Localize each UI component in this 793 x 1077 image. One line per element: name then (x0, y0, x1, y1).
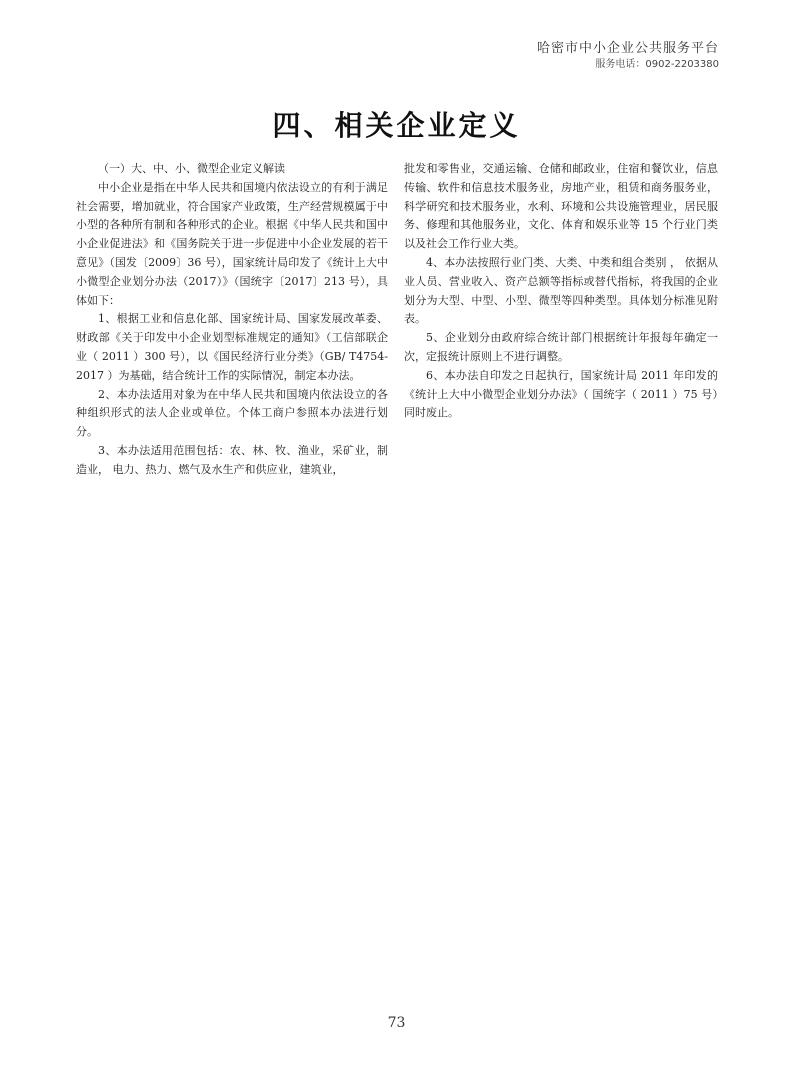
section-heading: （一）大、中、小、微型企业定义解读 (98, 162, 285, 175)
paragraph: 2、本办法适用对象为在中华人民共和国境内依法设立的各种组织形式的法人企业或单位。个体工商户参照本办法进行划分。 (76, 387, 388, 439)
header-org-name: 哈密市中小企业公共服务平台 (536, 41, 719, 56)
paragraph: 6、本办法自印发之日起执行，国家统计局 2011 年印发的《统计上大中小微型企业划分办法》（ 国统字（ 2011 ）75 号）同时废止。 (404, 368, 718, 420)
page-header (537, 40, 719, 72)
paragraph: 3、本办法适用范围包括：农、林、牧、渔业，采矿业，制造业， 电力、热力、燃气及水生产和供应业，建筑业， (76, 443, 388, 476)
paragraph: 中小企业是指在中华人民共和国境内依法设立的有利于满足社会需要，增加就业，符合国家产业政策，生产经营规模属于中小型的各种所有制和各种形式的企业。根据《中华人民共和国中小企业促进法》和《国务院关于进一步促进中小企业发展的若干意见》（国发〔2009〕36 号），国家统计局印发了《统计上大中小微型企业划分办法（2017）》（国统字〔2017〕213 号），具体如下： (76, 180, 388, 307)
left-column (76, 160, 388, 480)
paragraph: 4、本办法按照行业门类、大类、中类和组合类别 ， 依据从业人员、营业收入、资产总额等指标或替代指标，将我国的企业划分为大型、中型、小型、微型等四种类型。具体划分标准见附表。 (404, 255, 718, 326)
header-phone: 服务电话：0902-2203380 (595, 59, 719, 70)
paragraph-continuation: 批发和零售业，交通运输、仓储和邮政业，住宿和餐饮业，信息传输、软件和信息技术服务业，房地产业，租赁和商务服务业，科学研究和技术服务业，水利、环境和公共设施管理业，居民服务、修理和其他服务业，文化、体育和娱乐业等 15 个行业门类以及社会工作行业大类。 (404, 162, 718, 251)
page-title: 四、相关企业定义 (272, 109, 521, 142)
page-number: 73 (387, 1015, 406, 1031)
right-column (404, 160, 718, 423)
paragraph: 5、企业划分由政府综合统计部门根据统计年报每年确定一次，定报统计原则上不进行调整。 (404, 331, 718, 363)
paragraph: 1、根据工业和信息化部、国家统计局、国家发展改革委、财政部《关于印发中小企业划型标准规定的通知》（工信部联企业（ 2011 ）300 号），以《国民经济行业分类》（GB/ T4754-2017 ）为基础，结合统计工作的实际情况，制定本办法。 (76, 312, 388, 382)
